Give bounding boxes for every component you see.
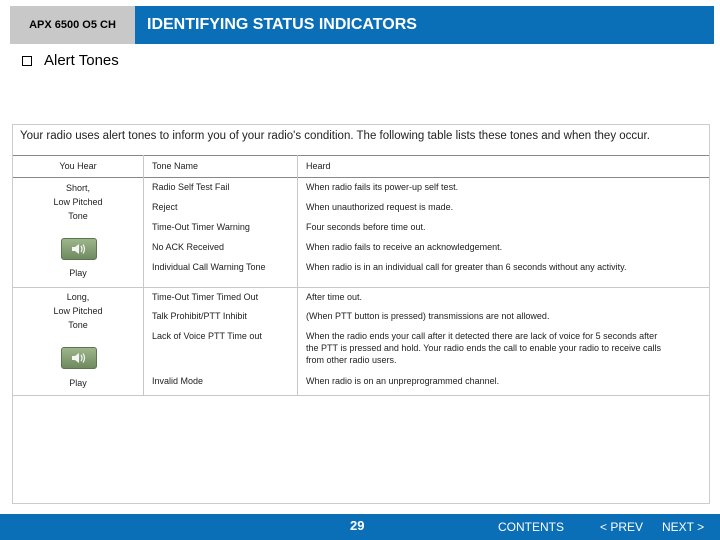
next-link[interactable]: NEXT > [662,520,705,534]
header-tone-name: Tone Name [152,161,199,171]
heard-text: When radio fails its power-up self test. [306,182,459,192]
play-long-tone-button[interactable] [61,347,97,369]
header-you-hear: You Hear [59,161,97,171]
table-bottom-border [13,395,709,396]
column-divider-1 [143,155,144,395]
column-divider-2 [297,155,298,395]
page-number: 29 [350,518,365,533]
group-label [13,181,143,223]
speaker-icon [70,242,88,256]
section-heading [22,52,119,69]
table-header-border [13,177,709,178]
heard-text: When radio is in an individual call for greater than 6 seconds without any activity. [306,262,627,272]
group-label-line: Tone [68,211,88,221]
prev-link[interactable]: < PREV [600,520,644,534]
heard-line: from other radio users. [306,355,397,365]
tone-name: Individual Call Warning Tone [152,262,266,272]
tone-name: Reject [152,202,178,212]
group-label-line: Short, [65,183,90,193]
header-heard: Heard [306,161,331,171]
table-top-border [13,155,709,156]
tone-name: Time-Out Timer Timed Out [152,292,259,302]
tone-name: No ACK Received [152,242,225,252]
content-panel [12,124,710,504]
page-title: IDENTIFYING STATUS INDICATORS [135,6,714,44]
checkbox-icon [22,56,32,66]
heard-text: When radio fails to receive an acknowledgement. [306,242,503,252]
group-label-line: Tone [68,320,88,330]
tone-name: Time-Out Timer Warning [152,222,250,232]
speaker-icon [70,351,88,365]
heard-text: Four seconds before time out. [306,222,426,232]
group-label [13,290,143,332]
intro-text: Your radio uses alert tones to inform you of your radio's condition. The following table lists these tones and when they occur. [20,130,650,142]
tone-name: Radio Self Test Fail [152,182,230,192]
heard-text: When unauthorized request is made. [306,202,454,212]
tone-name: Invalid Mode [152,376,204,386]
play-label: Play [69,378,87,388]
heard-line: When the radio ends your call after it detected there are lack of voice for 5 seconds after [306,331,658,341]
play-label: Play [69,268,87,278]
group-divider [13,287,709,288]
heard-line: the PTT is pressed and hold. Your radio ends the call to enable your radio to receive calls [306,343,662,353]
heard-text: When radio is on an unpreprogrammed channel. [306,376,500,386]
contents-link[interactable]: CONTENTS [498,520,564,534]
group-label-line: Long, [66,292,90,302]
group-label-line: Low Pitched [53,197,103,207]
tone-name: Lack of Voice PTT Time out [152,331,262,341]
heard-text: After time out. [306,292,363,302]
heard-text: (When PTT button is pressed) transmissions are not allowed. [306,311,550,321]
heard-text [306,330,706,366]
group-label-line: Low Pitched [53,306,103,316]
footer-bar [0,514,720,540]
play-short-tone-button[interactable] [61,238,97,260]
tone-name: Talk Prohibit/PTT Inhibit [152,311,247,321]
section-heading-text: Alert Tones [44,52,119,69]
model-label: APX 6500 O5 CH [10,6,135,44]
